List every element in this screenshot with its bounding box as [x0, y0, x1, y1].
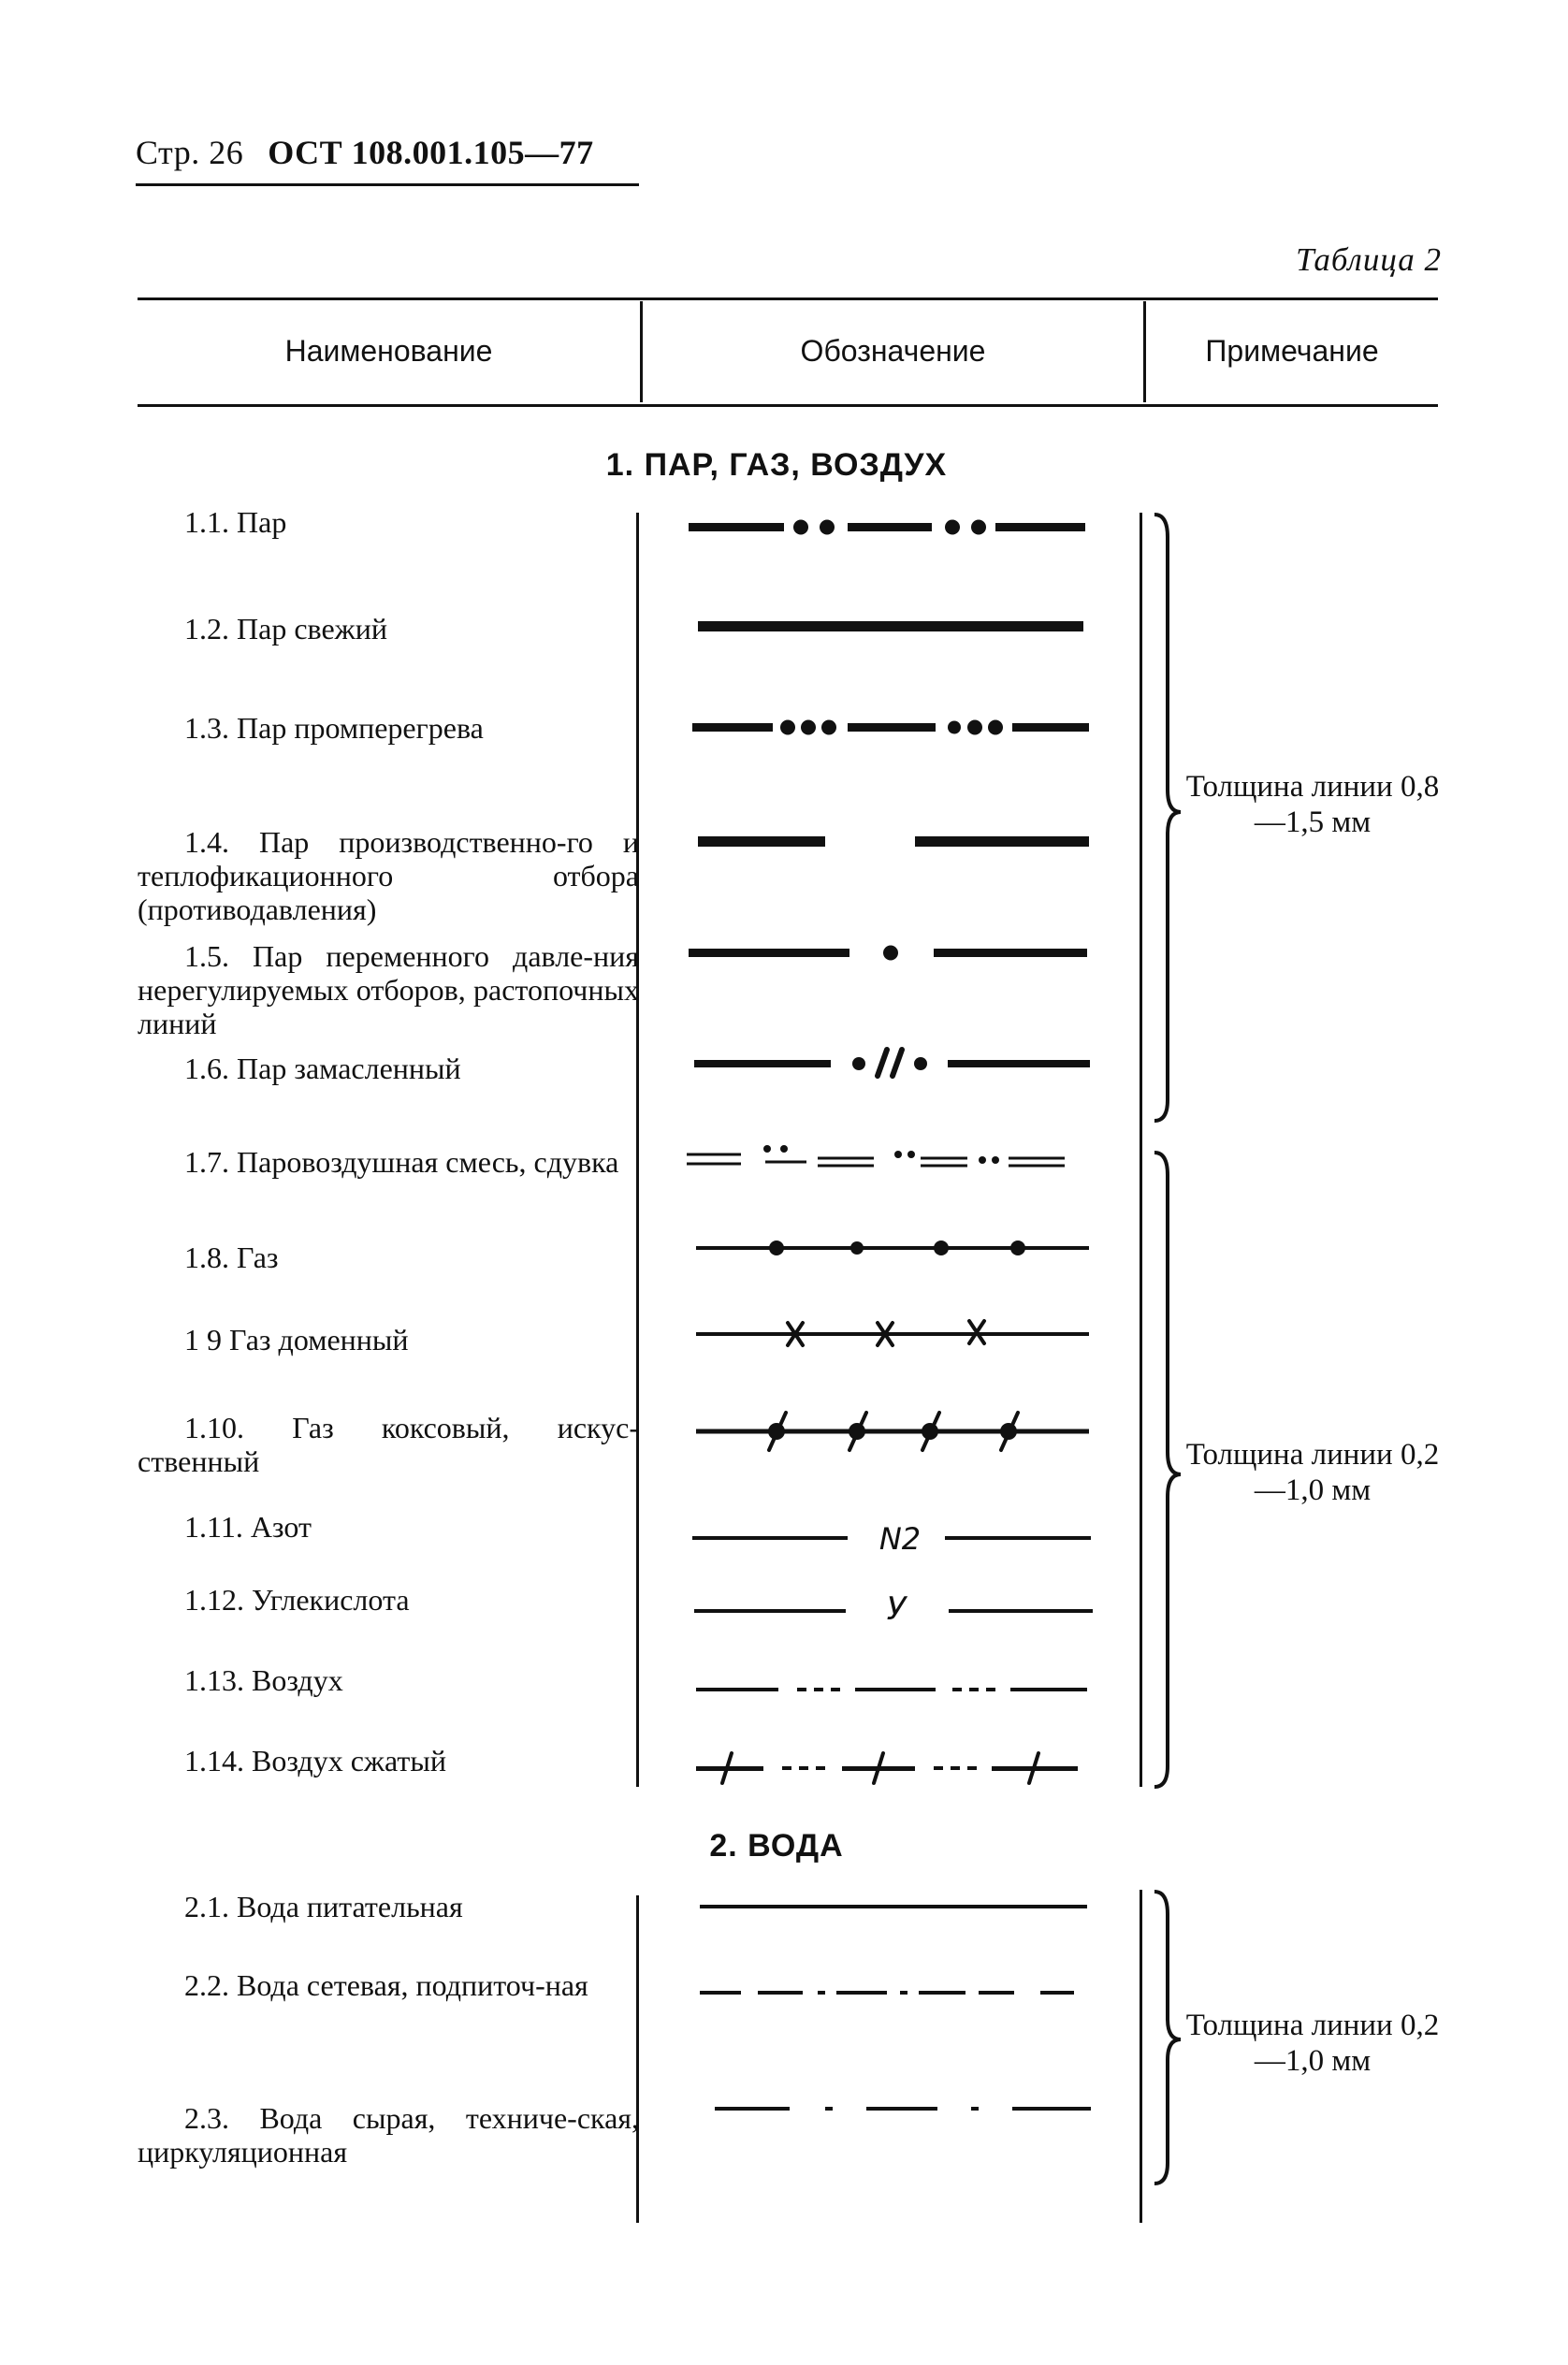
note-brace-1: [1143, 509, 1181, 1126]
table-header-rule: [138, 404, 1438, 407]
row-name-2-2: 2.2. Вода сетевая, подпиточ-ная: [184, 1968, 588, 2002]
reheat-steam-line-icon: [692, 713, 1096, 741]
section-title-water: 2. ВОДА: [709, 1828, 844, 1864]
nitrogen-line-right: [945, 1536, 1091, 1540]
compressed-air-line-icon: [696, 1749, 1095, 1787]
section-title-steam-gas-air: 1. ПАР, ГАЗ, ВОЗДУХ: [605, 447, 948, 483]
oily-steam-line-icon: [694, 1044, 1093, 1081]
row-name-1-6: 1.6. Пар замасленный: [184, 1052, 461, 1085]
air-line-icon: [696, 1680, 1095, 1699]
extraction-steam-line-icon: [698, 831, 1095, 853]
co2-label: У: [886, 1590, 907, 1628]
page-number: Стр. 26: [136, 134, 244, 171]
steam-air-mixture-line-icon: [687, 1141, 1098, 1175]
co2-line-right: [949, 1609, 1093, 1613]
nitrogen-line-left: [692, 1536, 848, 1540]
running-head-rule: [136, 183, 639, 186]
row-name-1-3: 1.3. Пар промперегрева: [184, 711, 484, 745]
running-head: [136, 133, 594, 172]
nitrogen-line-icon: [692, 1523, 1095, 1560]
nitrogen-label: N2: [878, 1521, 922, 1557]
note-brace-3: [1143, 1886, 1181, 2189]
row-name-1-14: 1.14. Воздух сжатый: [184, 1744, 446, 1777]
coke-gas-line-icon: [696, 1409, 1095, 1454]
table-caption: Таблица 2: [1296, 241, 1442, 278]
column-header-note: Примечание: [1205, 334, 1379, 368]
row-name-1-4: 1.4. Пар производственно-го и теплофикационного отбора (противодавления): [138, 825, 639, 926]
note-brace-2: [1143, 1147, 1181, 1792]
row-name-1-11: 1.11. Азот: [184, 1510, 312, 1544]
column-header-name: Наименование: [284, 334, 493, 368]
gas-line-icon: [696, 1237, 1095, 1259]
row-name-1-2: 1.2. Пар свежий: [184, 612, 387, 646]
row-name-2-3: 2.3. Вода сырая, техниче-ская, циркуляционная: [138, 2101, 639, 2169]
row-name-1-13: 1.13. Воздух: [184, 1663, 343, 1697]
note-line-thickness-1: Толщина линии 0,8—1,5 мм: [1185, 770, 1440, 839]
row-name-1-9: 1 9 Газ доменный: [184, 1323, 409, 1357]
note-line-thickness-3: Толщина линии 0,2—1,0 мм: [1185, 2009, 1440, 2078]
network-water-line-icon: [700, 1985, 1096, 2000]
row-name-1-10: 1.10. Газ коксовый, искус-ственный: [138, 1411, 639, 1478]
feed-water-line-icon: [700, 1899, 1093, 1914]
table-top-rule: [138, 297, 1438, 300]
row-name-1-1: 1.1. Пар: [184, 505, 287, 539]
row-name-1-8: 1.8. Газ: [184, 1241, 279, 1274]
column-header-symbol: Обозначение: [800, 334, 986, 368]
note-line-thickness-2: Толщина линии 0,2—1,0 мм: [1185, 1438, 1440, 1507]
blast-furnace-gas-line-icon: [696, 1315, 1095, 1353]
column-divider-1-water: [636, 1895, 639, 2223]
standard-code: ОСТ 108.001.105—77: [268, 134, 594, 171]
co2-line-left: [694, 1609, 846, 1613]
variable-pressure-steam-line-icon: [689, 937, 1093, 969]
row-name-1-5: 1.5. Пар переменного давле-ния нерегулируемых отборов, растопочных линий: [138, 939, 639, 1040]
steam-line-icon: [689, 513, 1093, 541]
row-name-1-7: 1.7. Паровоздушная смесь, сдувка: [184, 1145, 619, 1179]
raw-water-line-icon: [715, 2101, 1098, 2116]
column-divider-2: [1140, 513, 1142, 1787]
row-name-2-1: 2.1. Вода питательная: [184, 1890, 463, 1923]
fresh-steam-line-icon: [698, 617, 1091, 636]
column-divider-2-water: [1140, 1890, 1142, 2223]
carbon-dioxide-line-icon: [694, 1590, 1096, 1633]
row-name-1-12: 1.12. Углекислота: [184, 1583, 410, 1617]
